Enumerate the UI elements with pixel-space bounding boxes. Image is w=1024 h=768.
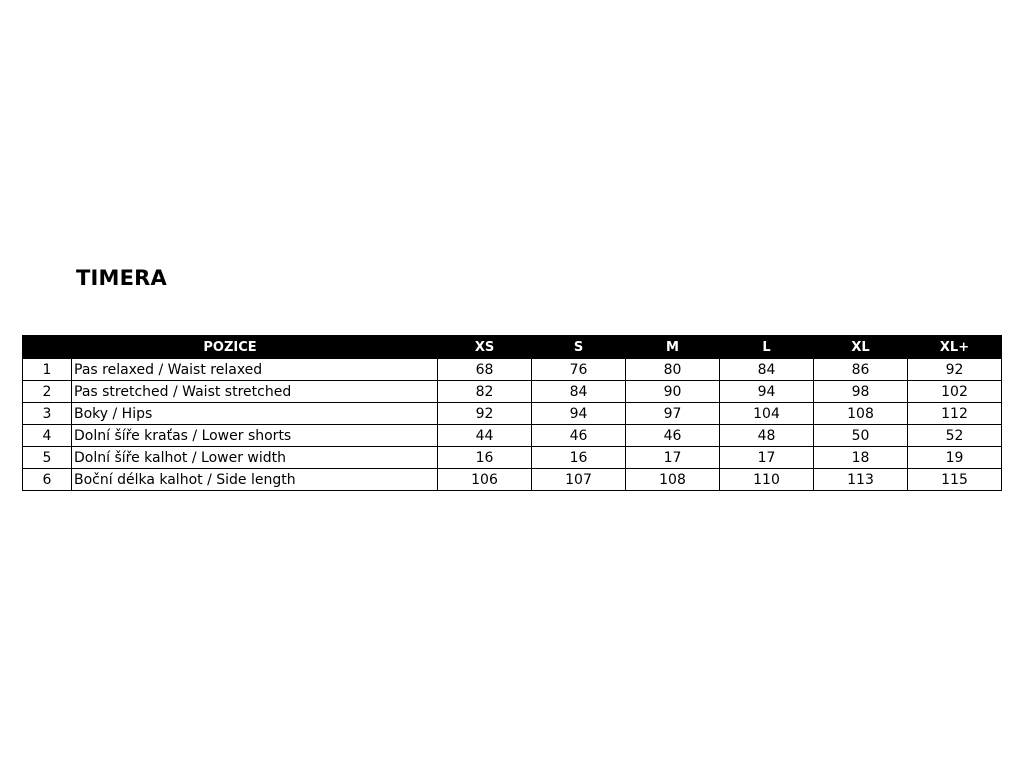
cell-value: 50	[814, 425, 908, 447]
cell-value: 112	[908, 403, 1002, 425]
cell-value: 98	[814, 381, 908, 403]
row-label: Pas stretched / Waist stretched	[72, 381, 438, 403]
cell-value: 108	[626, 469, 720, 491]
cell-value: 110	[720, 469, 814, 491]
cell-value: 86	[814, 359, 908, 381]
row-index: 3	[23, 403, 72, 425]
table-header-row	[23, 336, 1002, 359]
cell-value: 16	[532, 447, 626, 469]
cell-value: 106	[438, 469, 532, 491]
cell-value: 68	[438, 359, 532, 381]
cell-value: 107	[532, 469, 626, 491]
cell-value: 94	[532, 403, 626, 425]
cell-value: 46	[532, 425, 626, 447]
cell-value: 17	[720, 447, 814, 469]
table-row	[23, 447, 1002, 469]
table-row	[23, 469, 1002, 491]
cell-value: 115	[908, 469, 1002, 491]
cell-value: 19	[908, 447, 1002, 469]
cell-value: 92	[438, 403, 532, 425]
row-label: Boky / Hips	[72, 403, 438, 425]
cell-value: 108	[814, 403, 908, 425]
header-size-l: L	[720, 336, 814, 359]
row-index: 5	[23, 447, 72, 469]
size-chart-table	[22, 335, 1002, 491]
cell-value: 80	[626, 359, 720, 381]
row-index: 6	[23, 469, 72, 491]
row-index: 2	[23, 381, 72, 403]
cell-value: 82	[438, 381, 532, 403]
row-label: Boční délka kalhot / Side length	[72, 469, 438, 491]
cell-value: 94	[720, 381, 814, 403]
header-size-xs: XS	[438, 336, 532, 359]
cell-value: 84	[532, 381, 626, 403]
document-title: TIMERA	[76, 266, 168, 290]
cell-value: 92	[908, 359, 1002, 381]
row-label: Dolní šíře kalhot / Lower width	[72, 447, 438, 469]
cell-value: 90	[626, 381, 720, 403]
cell-value: 44	[438, 425, 532, 447]
header-size-xl-plus: XL+	[908, 336, 1002, 359]
cell-value: 104	[720, 403, 814, 425]
header-size-m: M	[626, 336, 720, 359]
cell-value: 16	[438, 447, 532, 469]
row-label: Pas relaxed / Waist relaxed	[72, 359, 438, 381]
cell-value: 76	[532, 359, 626, 381]
table-row	[23, 425, 1002, 447]
table-row	[23, 359, 1002, 381]
header-position: POZICE	[23, 336, 438, 359]
cell-value: 113	[814, 469, 908, 491]
row-label: Dolní šíře kraťas / Lower shorts	[72, 425, 438, 447]
cell-value: 48	[720, 425, 814, 447]
header-size-s: S	[532, 336, 626, 359]
cell-value: 102	[908, 381, 1002, 403]
cell-value: 84	[720, 359, 814, 381]
table-row	[23, 403, 1002, 425]
cell-value: 46	[626, 425, 720, 447]
row-index: 1	[23, 359, 72, 381]
cell-value: 18	[814, 447, 908, 469]
cell-value: 52	[908, 425, 1002, 447]
cell-value: 17	[626, 447, 720, 469]
table-row	[23, 381, 1002, 403]
row-index: 4	[23, 425, 72, 447]
header-size-xl: XL	[814, 336, 908, 359]
cell-value: 97	[626, 403, 720, 425]
